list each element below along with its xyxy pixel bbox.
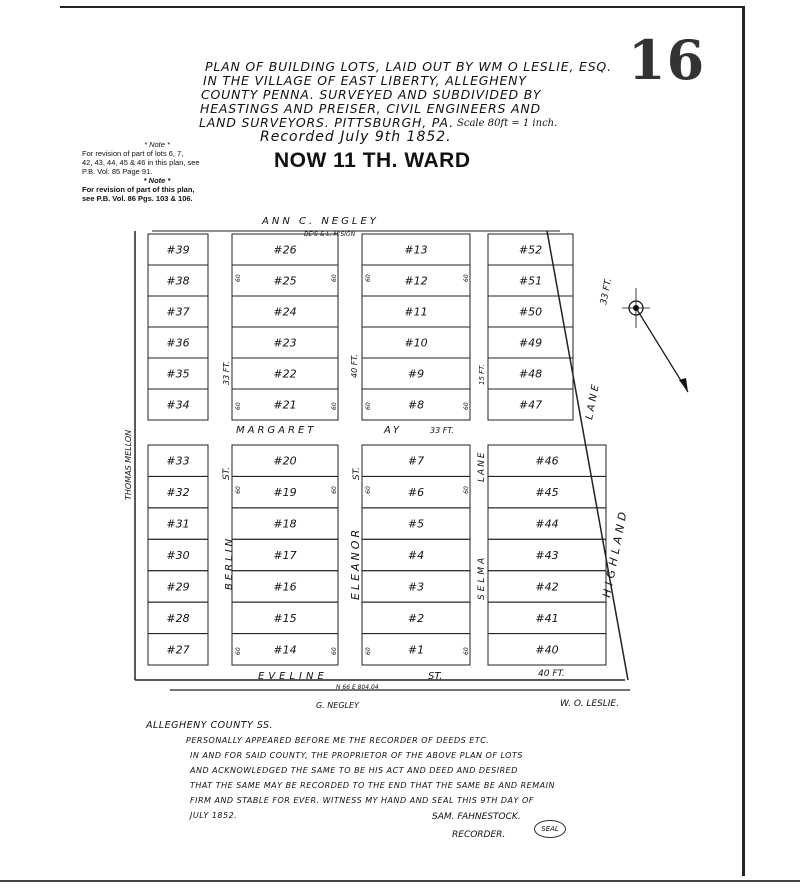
g-negley-label: G. NEGLEY <box>316 701 359 710</box>
lot-number: #22 <box>273 367 297 381</box>
north-arrow-icon <box>622 288 688 392</box>
note-line: see P.B. Vol. 86 Pgs. 103 & 106. <box>82 194 193 203</box>
street-margaret: MARGARET <box>236 425 317 436</box>
ack-line: IN AND FOR SAID COUNTY, THE PROPRIETOR OF THE ABOVE PLAN OF LOTS <box>190 751 523 760</box>
lot-number: #36 <box>166 336 190 350</box>
street-margaret-ay: AY <box>384 425 401 436</box>
lot-number: #20 <box>273 454 297 468</box>
east-boundary <box>547 231 631 680</box>
block-col2-top <box>232 234 338 420</box>
frontage-label: 60 <box>331 274 338 282</box>
frontage-label: 60 <box>463 274 470 282</box>
ack-county: ALLEGHENY COUNTY SS. <box>146 720 274 731</box>
lot-number: #30 <box>166 549 190 562</box>
lot-number: #26 <box>273 243 297 257</box>
street-eleanor-width: 40 FT. <box>350 354 359 378</box>
lot-number: #45 <box>535 486 559 500</box>
street-berlin-width: 33 FT. <box>222 361 231 385</box>
lot-number: #49 <box>518 336 543 350</box>
street-eveline-st: ST. <box>428 671 443 682</box>
ack-line: PERSONALLY APPEARED BEFORE ME THE RECORDER OF DEEDS ETC. <box>186 736 490 745</box>
frontage-label: 60 <box>235 647 242 655</box>
lot-number: #39 <box>166 243 190 257</box>
lot-number: #44 <box>535 517 559 531</box>
street-eveline-width: 40 FT. <box>538 669 565 679</box>
lot-number: #43 <box>535 549 559 562</box>
frontage-label: 60 <box>365 402 372 410</box>
title-line: COUNTY PENNA. SURVEYED AND SUBDIVIDED BY <box>201 87 542 102</box>
lot-number: #11 <box>404 305 428 319</box>
lot-number: #38 <box>166 274 190 288</box>
street-berlin-st: ST. <box>222 466 232 480</box>
frontage-label: 60 <box>463 402 470 410</box>
recorder-title: RECORDER. <box>452 830 506 840</box>
lot-number: #40 <box>535 643 559 657</box>
recorded-date: Recorded July 9th 1852. <box>260 129 452 145</box>
seal-stamp: SEAL <box>534 820 566 838</box>
lot-blocks <box>148 234 606 665</box>
block-col4-top <box>488 234 573 420</box>
lot-number: #5 <box>407 517 425 531</box>
lot-number: #46 <box>535 454 559 468</box>
frontage-label: 60 <box>365 274 372 282</box>
lot-number: #35 <box>166 367 190 381</box>
lot-number: #8 <box>407 398 425 412</box>
lot-number: #42 <box>535 580 559 594</box>
frontage-label: 60 <box>331 486 338 494</box>
street-berlin: BERLIN <box>224 535 235 590</box>
lot-number: #23 <box>273 336 297 350</box>
frontage-label: 60 <box>365 647 372 655</box>
frontage-label: 60 <box>331 402 338 410</box>
title-line: IN THE VILLAGE OF EAST LIBERTY, ALLEGHENY <box>203 73 527 88</box>
lot-number: #13 <box>404 243 428 257</box>
block-col1-top <box>148 234 208 420</box>
lot-number: #34 <box>166 398 190 412</box>
ack-line: AND ACKNOWLEDGED THE SAME TO BE HIS ACT AND DEED AND DESIRED <box>190 766 518 775</box>
lot-number: #28 <box>166 611 190 625</box>
west-owner-label: THOMAS MELLON <box>124 429 133 500</box>
street-highland-width: 33 FT. <box>599 277 615 306</box>
lot-number: #18 <box>273 517 297 531</box>
lot-number: #7 <box>407 454 425 468</box>
lot-number: #51 <box>518 274 543 288</box>
signer-name: SAM. FAHNESTOCK. <box>432 812 521 822</box>
title-line: PLAN OF BUILDING LOTS, LAID OUT BY WM O LESLIE, ESQ. <box>205 59 612 74</box>
street-highland: HIGHLAND <box>600 507 631 599</box>
street-highland-lane: LANE <box>584 380 603 421</box>
lot-number: #19 <box>273 486 297 500</box>
street-margaret-width: 33 FT. <box>430 426 454 435</box>
lot-number: #4 <box>407 549 425 562</box>
lot-number: #12 <box>404 274 428 288</box>
ward-heading: NOW 11 TH. WARD <box>274 149 471 172</box>
lot-number: #25 <box>273 274 297 288</box>
block-col4-bottom <box>488 445 606 665</box>
note-line: P.B. Vol. 85 Page 91. <box>82 167 153 176</box>
street-selma-width: 15 FT. <box>478 364 486 385</box>
street-eleanor: ELEANOR <box>349 526 362 600</box>
note-header: * Note * <box>144 140 170 149</box>
lot-number: #27 <box>166 643 190 657</box>
eveline-dimension: N 66 E 804.04 <box>336 684 379 691</box>
lot-number: #33 <box>166 454 190 468</box>
ack-line: JULY 1852. <box>190 811 238 820</box>
frontage-label: 60 <box>331 647 338 655</box>
lot-number: #41 <box>535 611 559 625</box>
lot-number: #17 <box>273 549 297 562</box>
note-line: For revision of part of this plan, <box>82 185 195 194</box>
street-ann-c-negley: ANN C. NEGLEY <box>262 216 379 227</box>
lot-number: #10 <box>404 336 428 350</box>
ack-line: THAT THE SAME MAY BE RECORDED TO THE END THAT THE SAME BE AND REMAIN <box>190 781 555 790</box>
title-line: HEASTINGS AND PREISER, CIVIL ENGINEERS AND <box>200 101 541 116</box>
street-top-sub: DE'S & L. M'SIGN <box>304 231 356 238</box>
lot-number: #48 <box>518 367 543 381</box>
lot-number: #37 <box>166 305 190 319</box>
frontage-label: 60 <box>365 486 372 494</box>
lot-number: #1 <box>407 643 425 657</box>
lot-number: #15 <box>273 611 297 625</box>
frontage-label: 60 <box>463 486 470 494</box>
lot-number: #50 <box>518 305 543 319</box>
note-line: 42, 43, 44, 45 & 46 in this plan, see <box>82 158 200 167</box>
lot-number: #32 <box>166 486 190 500</box>
lot-number: #29 <box>166 580 190 594</box>
note-header: * Note * <box>143 176 171 185</box>
frontage-label: 60 <box>463 647 470 655</box>
note-line: For revision of part of lots 6, 7, <box>82 149 184 158</box>
lot-number: #16 <box>273 580 297 594</box>
block-col1-bottom <box>148 445 208 665</box>
lot-number: #6 <box>407 486 425 500</box>
street-eleanor-st: ST. <box>352 466 362 480</box>
lot-number: #24 <box>273 305 297 319</box>
block-col2-bottom <box>232 445 338 665</box>
ack-line: FIRM AND STABLE FOR EVER. WITNESS MY HAND AND SEAL THIS 9TH DAY OF <box>190 796 534 805</box>
street-selma-lane: LANE <box>477 450 487 482</box>
lot-number: #2 <box>407 611 425 625</box>
title-line: LAND SURVEYORS. PITTSBURGH, PA. <box>199 115 454 130</box>
surveyor-signature: W. O. LESLIE. <box>560 699 619 709</box>
lot-number: #14 <box>273 643 297 657</box>
scale-note: Scale 80ft = 1 inch. <box>457 118 558 129</box>
sheet-number: 16 <box>628 28 706 92</box>
lot-number: #21 <box>273 398 297 412</box>
street-eveline: EVELINE <box>258 671 328 682</box>
acknowledgement-block <box>146 718 616 823</box>
frontage-label: 60 <box>235 402 242 410</box>
lot-number: #31 <box>166 517 190 531</box>
street-selma: SELMA <box>477 554 487 600</box>
lot-number: #47 <box>518 398 543 412</box>
lot-number: #3 <box>407 580 425 594</box>
frontage-label: 60 <box>235 274 242 282</box>
block-col3-top <box>362 234 470 420</box>
block-col3-bottom <box>362 445 470 665</box>
frontage-label: 60 <box>235 486 242 494</box>
lot-number: #9 <box>407 367 425 381</box>
lot-number: #52 <box>518 243 543 257</box>
